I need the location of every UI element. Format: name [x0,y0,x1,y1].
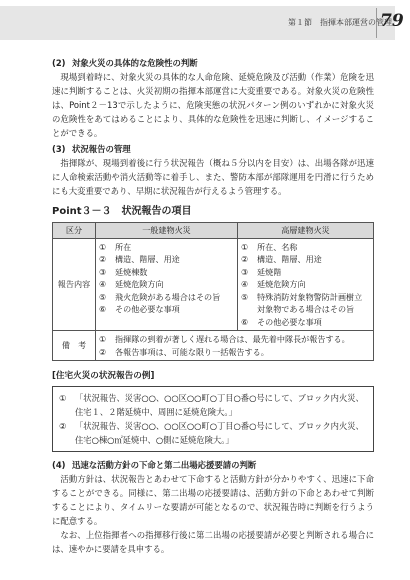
table-header: 区分 [53,223,96,239]
item-text: 延焼危険方向 [257,279,306,289]
list-item [99,346,370,359]
item-mark: ② [99,346,107,357]
item-text: 延焼階 [257,266,282,277]
running-header: 第１節 指揮本部運営の管理 [288,18,392,27]
item-mark: ④ [241,279,249,289]
item-mark: ② [59,421,67,431]
row-label: 報告内容 [53,238,96,331]
table-header-row [53,223,374,239]
item-text: 構造、階層、用途 [115,254,180,264]
section-heading [52,458,374,472]
section-heading [52,56,374,70]
list-item [241,291,370,316]
page-header [0,0,410,48]
item-mark: ③ [241,266,249,277]
list-item [241,253,370,266]
list-item [99,266,234,279]
item-mark: ⑤ [241,291,249,302]
section-2 [52,56,374,140]
section-paragraph: なお、上位指揮者への指揮移行後に第二出場の応援要請が必要と判断される場合には、速やかに要請を具申する。 [52,530,374,554]
list-item [241,266,370,279]
section-title: 迅速な活動方針の下命と第二出場応援要請の判断 [72,460,257,470]
list-item [241,241,370,254]
point-title: Point３－３ 状況報告の項目 [52,206,192,217]
highrise-building-items [238,238,374,331]
section-paragraph: 現場到着時に、対象火災の具体的な人命危険、延焼危険及び活動（作業）危険を迅速に判断することは、火災初期の指揮本部運営に大変重要である。対象火災の危険性は、Point２－13で示したように、危険実態の状況パターン例のいずれかに対象火災の危険性をあてはめることにより、具体的な危険性を迅速に判断し、イメージすることができる。 [52,72,374,138]
section-number: (2) [52,58,66,68]
list-item [241,316,370,329]
section-number: (3) [52,144,66,154]
item-text: 各報告事項は、可能な限り一括報告する。 [115,346,269,357]
table-row [53,238,374,331]
row-label: 備 考 [53,331,96,361]
item-mark: ⑤ [99,291,107,302]
item-mark: ① [99,241,107,252]
list-item [99,278,234,291]
example-box [52,386,374,452]
section-heading [52,142,374,156]
item-text: 飛火危険がある場合はその旨 [115,291,221,302]
item-mark: ① [99,334,107,344]
section-number: (4) [52,460,66,470]
list-item [241,278,370,291]
list-item [99,303,234,316]
item-text: 延焼危険方向 [115,279,164,289]
section-paragraph: 活動方針は、状況報告とあわせて下命すると活動方針が分かりやすく、迅速に下命することができる。同様に、第二出場の応援要請は、活動方針の下命とあわせて判断することにより、タイムリーな要請が可能となるので、状況報告時に判断を行うように配意する。 [52,474,374,526]
item-text: 延焼棟数 [115,266,148,277]
table-row [53,331,374,361]
item-text: 指揮隊の到着が著しく遅れる場合は、最先着中隊長が報告する。 [115,334,350,344]
page-number: 79 [380,11,404,31]
item-mark: ② [99,254,107,264]
item-text: 所在 [115,241,132,252]
remarks-items [96,331,374,361]
list-item [99,333,370,346]
status-report-table [52,222,374,361]
table-header: 高層建物火災 [238,223,374,239]
item-mark: ② [241,254,249,264]
item-text: その他必要な事項 [257,316,322,327]
item-mark: ⑥ [241,316,249,327]
section-title: 対象火災の具体的な危険性の判断 [72,58,198,68]
table-header: 一般建物火災 [96,223,238,239]
item-text: 「状況報告、災害○○、○○区○○町○丁目○番○号にして、ブロック内火災、住宅○棟○㎡延焼中、○側に延焼危険大。」 [75,421,364,445]
item-mark: ⑥ [99,304,107,314]
example-title: [住宅火災の状況報告の例] [52,371,155,381]
example-item [59,391,367,419]
item-mark: ① [59,393,67,403]
section-paragraph: 指揮隊が、現場到着後に行う状況報告（概ね５分以内を目安）は、出場各隊が迅速に人命検索活動や消火活動等に着手し、また、警防本部が部隊運用を円滑に行うためにも大変重要であり、早期に状況報告が行えるよう管理する。 [52,158,374,196]
item-text: 所在、名称 [257,241,298,252]
section-4 [52,458,374,556]
item-mark: ④ [99,279,107,289]
example-item [59,419,367,447]
section-title: 状況報告の管理 [72,144,131,154]
general-building-items [96,238,238,331]
item-text: その他必要な事項 [115,304,180,314]
list-item [99,253,234,266]
item-text: 「状況報告、災害○○、○○区○○町○丁目○番○号にして、ブロック内火災、住宅１、２階延焼中、周囲に延焼危険大。」 [75,393,364,417]
item-mark: ① [241,241,249,252]
list-item [99,291,234,304]
section-3 [52,142,374,198]
item-text: 構造、階層、用途 [257,254,322,264]
item-text: 特殊消防対象物警防計画樹立対象物である場合はその旨 [257,291,363,314]
list-item [99,241,234,254]
item-mark: ③ [99,266,107,277]
page-body [52,54,374,556]
